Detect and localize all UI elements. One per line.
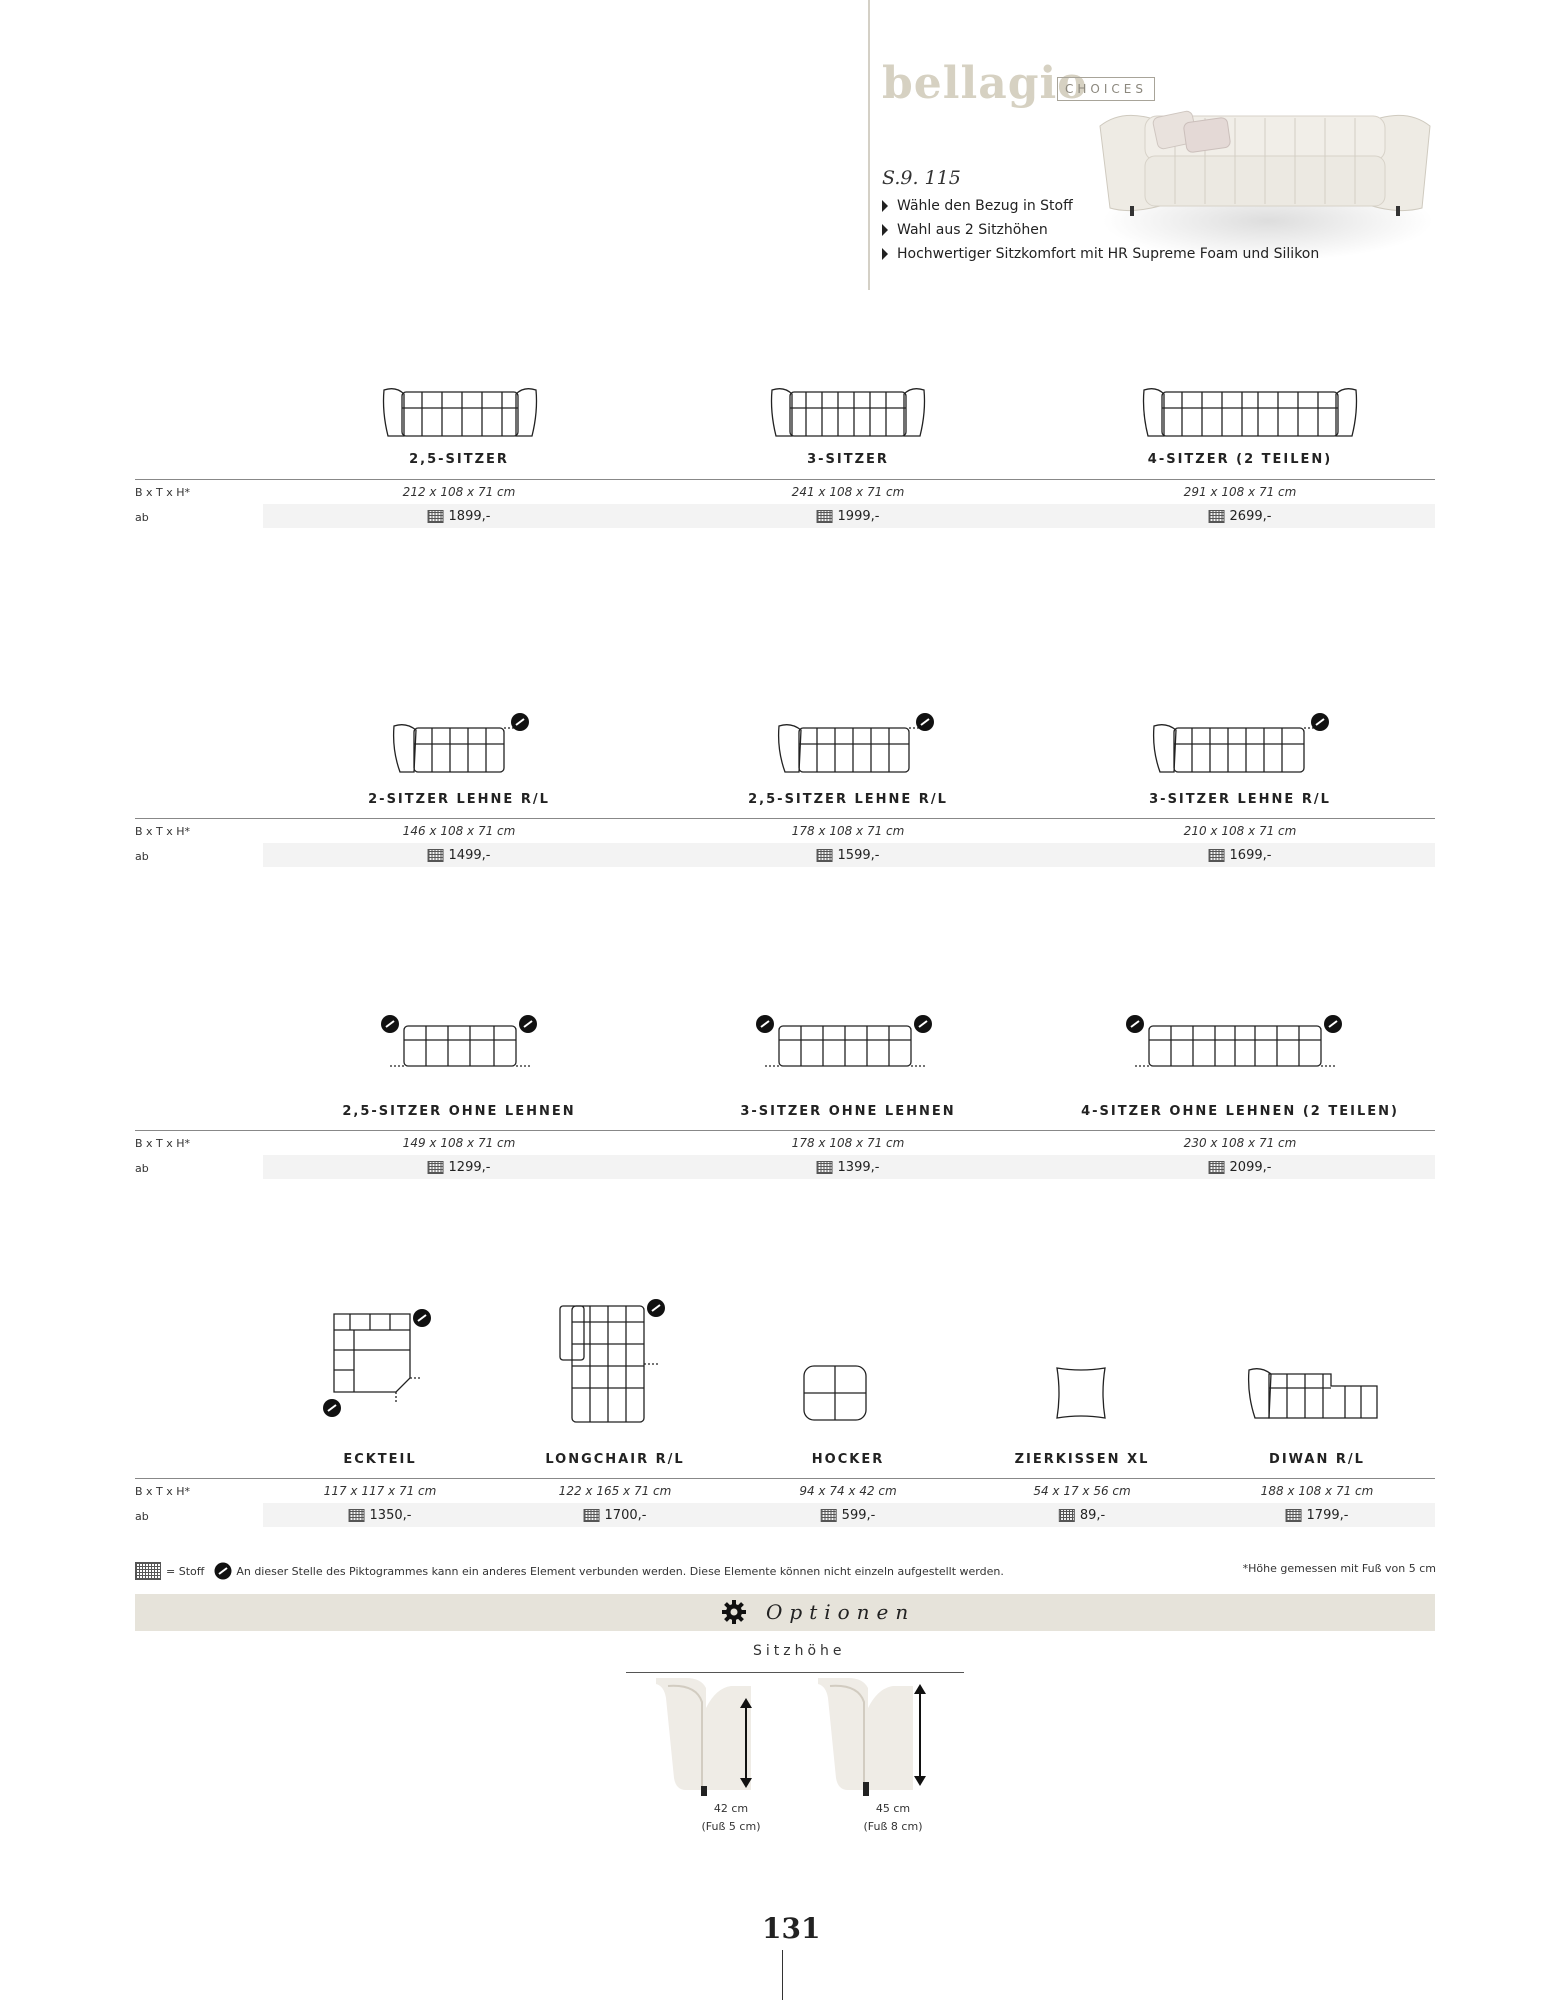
product-name: 2,5-SITZER OHNE LEHNEN <box>342 1104 576 1119</box>
product-name: 2,5-SITZER LEHNE R/L <box>748 792 948 807</box>
diwan-drawing <box>1245 1364 1385 1424</box>
price-prefix-label: ab <box>135 511 149 524</box>
fabric-swatch-icon <box>428 1161 444 1174</box>
sofa-25-ohne-lehnen-drawing <box>380 1014 540 1074</box>
price-prefix-label: ab <box>135 1510 149 1523</box>
product-dimensions: 146 x 108 x 71 cm <box>402 824 516 838</box>
sofa-3-sitzer-drawing <box>768 382 928 442</box>
product-name: HOCKER <box>811 1452 885 1467</box>
product-name: LONGCHAIR R/L <box>545 1452 685 1467</box>
product-dimensions: 230 x 108 x 71 cm <box>1183 1136 1297 1150</box>
product-name: 3-SITZER <box>807 452 889 467</box>
top-divider-line <box>868 0 870 290</box>
dimensions-label: B x T x H* <box>135 1485 191 1498</box>
sofa-3-sitzer-lehne-drawing <box>1150 710 1330 778</box>
product-name: 2-SITZER LEHNE R/L <box>368 792 550 807</box>
product-name: 3-SITZER OHNE LEHNEN <box>740 1104 956 1119</box>
fabric-swatch-icon <box>817 510 833 523</box>
feature-item: Wähle den Bezug in Stoff <box>882 194 1319 218</box>
seat-height-rule <box>626 1672 964 1673</box>
product-section-3 <box>135 1010 1435 1180</box>
product-dimensions: 117 x 117 x 71 cm <box>323 1484 437 1498</box>
eckteil-drawing <box>320 1306 435 1421</box>
product-price: 1999,- <box>817 509 880 524</box>
bullet-arrow-icon <box>882 200 888 212</box>
product-price: 1799,- <box>1286 1508 1349 1523</box>
product-section-1 <box>135 370 1435 540</box>
legend-link-text: An dieser Stelle des Piktogrammes kann ein anderes Element verbunden werden. Diese Elemente können nicht einzeln aufgestellt werden. <box>236 1564 1004 1578</box>
seat-height-45-caption: 45 cm (Fuß 8 cm) <box>863 1802 923 1833</box>
sofa-25-sitzer-drawing <box>380 382 540 442</box>
fabric-swatch-icon <box>428 510 444 523</box>
product-name: 4-SITZER OHNE LEHNEN (2 TEILEN) <box>1081 1104 1399 1119</box>
table-rule <box>135 818 1435 819</box>
fabric-swatch-icon <box>821 1509 837 1522</box>
fabric-swatch-icon <box>349 1509 365 1522</box>
brand-title: bellagio <box>882 58 1088 109</box>
product-price: 1399,- <box>817 1160 880 1175</box>
product-price: 1350,- <box>349 1508 412 1523</box>
hocker-drawing <box>800 1362 870 1424</box>
fabric-swatch-icon <box>1209 1161 1225 1174</box>
seat-height-title: Sitzhöhe <box>753 1643 846 1659</box>
sofa-2-sitzer-lehne-drawing <box>390 710 530 778</box>
feature-list <box>882 194 1319 266</box>
product-price: 1699,- <box>1209 848 1272 863</box>
price-prefix-label: ab <box>135 1162 149 1175</box>
dimensions-label: B x T x H* <box>135 486 191 499</box>
sofa-4-sitzer-drawing <box>1140 382 1360 442</box>
product-dimensions: 210 x 108 x 71 cm <box>1183 824 1297 838</box>
bullet-arrow-icon <box>882 224 888 236</box>
product-name: ZIERKISSEN XL <box>1014 1452 1150 1467</box>
product-dimensions: 122 x 165 x 71 cm <box>558 1484 672 1498</box>
product-name: 2,5-SITZER <box>409 452 509 467</box>
longchair-drawing <box>550 1296 665 1426</box>
fabric-swatch-icon <box>817 1161 833 1174</box>
product-dimensions: 212 x 108 x 71 cm <box>402 485 516 499</box>
page-number: 131 <box>762 1912 821 1945</box>
price-prefix-label: ab <box>135 850 149 863</box>
product-price: 1700,- <box>584 1508 647 1523</box>
bottom-divider-line <box>782 1950 783 2000</box>
zierkissen-drawing <box>1053 1364 1109 1422</box>
feature-item: Hochwertiger Sitzkomfort mit HR Supreme Foam und Silikon <box>882 242 1319 266</box>
product-name: ECKTEIL <box>343 1452 417 1467</box>
sofa-4-ohne-lehnen-drawing <box>1125 1014 1345 1074</box>
product-dimensions: 149 x 108 x 71 cm <box>402 1136 516 1150</box>
dimensions-label: B x T x H* <box>135 825 191 838</box>
choices-badge: CHOICES <box>1057 77 1155 101</box>
product-dimensions: 178 x 108 x 71 cm <box>791 824 905 838</box>
product-dimensions: 241 x 108 x 71 cm <box>791 485 905 499</box>
link-icon <box>214 1562 232 1580</box>
product-price: 89,- <box>1059 1508 1105 1523</box>
product-dimensions: 188 x 108 x 71 cm <box>1260 1484 1374 1498</box>
product-section-2 <box>135 706 1435 876</box>
product-price: 1499,- <box>428 848 491 863</box>
product-name: 4-SITZER (2 TEILEN) <box>1147 452 1333 467</box>
fabric-swatch-icon <box>428 849 444 862</box>
gear-icon <box>721 1599 747 1625</box>
product-price: 599,- <box>821 1508 876 1523</box>
product-section-4 <box>135 1292 1435 1532</box>
fabric-swatch-icon <box>584 1509 600 1522</box>
product-price: 1599,- <box>817 848 880 863</box>
product-dimensions: 291 x 108 x 71 cm <box>1183 485 1297 499</box>
product-price: 1299,- <box>428 1160 491 1175</box>
product-dimensions: 54 x 17 x 56 cm <box>1033 1484 1131 1498</box>
product-name: DIWAN R/L <box>1269 1452 1365 1467</box>
fabric-swatch-icon <box>1209 510 1225 523</box>
fabric-swatch-icon <box>1059 1509 1075 1522</box>
seat-height-42-image <box>656 1678 776 1796</box>
reference-code: S.9. 115 <box>882 167 961 189</box>
table-rule <box>135 1478 1435 1479</box>
legend <box>135 1562 1004 1580</box>
table-rule <box>135 1130 1435 1131</box>
legend-fabric-text: = Stoff <box>166 1564 205 1578</box>
sofa-25-sitzer-lehne-drawing <box>775 710 935 778</box>
fabric-swatch-icon <box>135 1562 161 1580</box>
feature-item: Wahl aus 2 Sitzhöhen <box>882 218 1319 242</box>
height-footnote: *Höhe gemessen mit Fuß von 5 cm <box>1242 1562 1436 1575</box>
product-name: 3-SITZER LEHNE R/L <box>1149 792 1331 807</box>
product-dimensions: 94 x 74 x 42 cm <box>799 1484 897 1498</box>
seat-height-42-caption: 42 cm (Fuß 5 cm) <box>701 1802 761 1833</box>
fabric-swatch-icon <box>1209 849 1225 862</box>
fabric-swatch-icon <box>817 849 833 862</box>
dimensions-label: B x T x H* <box>135 1137 191 1150</box>
fabric-swatch-icon <box>1286 1509 1302 1522</box>
options-title: Optionen <box>766 1600 916 1624</box>
bullet-arrow-icon <box>882 248 888 260</box>
table-rule <box>135 479 1435 480</box>
product-dimensions: 178 x 108 x 71 cm <box>791 1136 905 1150</box>
product-price: 2699,- <box>1209 509 1272 524</box>
product-price: 1899,- <box>428 509 491 524</box>
seat-height-45-image <box>818 1678 938 1796</box>
product-price: 2099,- <box>1209 1160 1272 1175</box>
sofa-3-ohne-lehnen-drawing <box>755 1014 935 1074</box>
